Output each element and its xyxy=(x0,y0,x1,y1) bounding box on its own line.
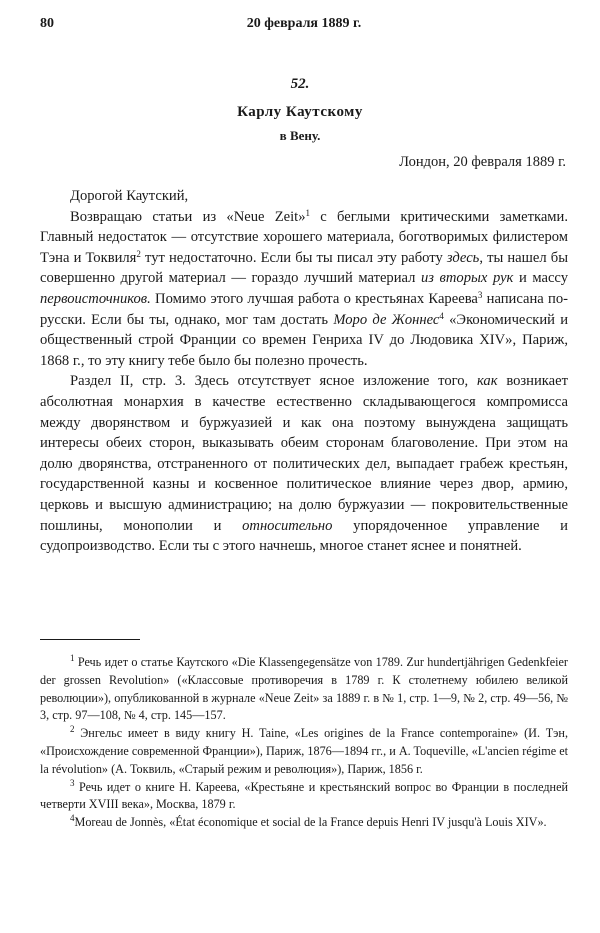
letter-addressee: Карлу Каутскому xyxy=(237,104,363,120)
footnote-ref-1[interactable]: 1 xyxy=(305,207,311,218)
p1-text-b: с беглыми критическими заметками. Главный недостаток — отсутствие хорошего материала, боготворимых филистером Тэна и Токвиля xyxy=(40,208,568,266)
letter-destination: в Вену. xyxy=(279,128,321,143)
footnote-4 xyxy=(40,814,568,832)
page-number: 80 xyxy=(40,16,54,31)
footnote-ref-2[interactable]: 2 xyxy=(136,248,141,259)
p2-text-e: упорядоченное управление и судопроизводство. Если ты с этого начнешь, многое станет яснее и понятней. xyxy=(40,517,568,555)
footnote-divider xyxy=(40,639,140,640)
letter-body xyxy=(40,186,568,557)
p1-text-l: «Экономический и общественный строй Франции со времен Генриха IV до Людовика XIV», Париж, 1868 г., то эту книгу тебе было бы полезно прочесть. xyxy=(40,311,569,369)
p2-emphasis-relatively: относительно xyxy=(242,517,333,534)
p2-emphasis-how: как xyxy=(476,373,498,390)
p2-text-a: Раздел II, стр. 3. Здесь отсутствует ясное изложение того, xyxy=(70,373,477,390)
footnote-3-text: Речь идет о книге Н. Кареева, «Крестьяне и крестьянский вопрос во Франции в последней четверти XVIII века», Москва, 1879 г. xyxy=(40,779,568,812)
running-header xyxy=(40,10,568,34)
p1-text-g: и массу xyxy=(513,270,568,287)
footnote-2 xyxy=(40,725,568,778)
p1-emphasis-secondhand: из вторых рук xyxy=(421,270,514,287)
p1-emphasis-here: здесь xyxy=(446,249,480,266)
p1-text-c: тут недостаточно. Если бы ты писал эту работу xyxy=(140,249,447,266)
running-date: 20 февраля 1889 г. xyxy=(246,16,362,31)
footnote-ref-4[interactable]: 4 xyxy=(439,310,444,321)
p1-text-a: Возвращаю статьи из «Neue Zeit» xyxy=(70,208,306,225)
p2-text-c: возникает абсолютная монархия в качестве естественно складывающегося компромисса между дворянством и буржуазией и как она поэтому вынуждена защищать интересы обеих сторон, выказывать обеим сторонам благоволение. При этом на долю дворянства, отстраненного от политических дел, выпадает грабеж крестьян, государственной казны и косвенное политическое влияние через двор, армию, церковь и высшую администрацию; на долю буржуазии — покровительственные пошлины, монополии и xyxy=(40,373,568,534)
footnote-2-number: 2 xyxy=(70,724,75,735)
letter-number: 52. xyxy=(290,76,310,92)
paragraph-1 xyxy=(40,207,568,372)
paragraph-2 xyxy=(40,371,568,556)
footnote-2-text: Энгельс имеет в виду книгу H. Taine, «Les origines de la France contemporaine» (И. Тэн, «Происхождение современной Франции»), Париж, 1876—1894 гг., и A. Toqueville, «L'ancien régime et la révolution» (А. Токвиль, «Старый режим и революция»), Париж, 1856 г. xyxy=(40,726,568,776)
p1-text-e: , ты нашел бы совершенно другой материал — гораздо лучший материал xyxy=(40,249,568,287)
footnote-ref-3[interactable]: 3 xyxy=(477,289,483,300)
p1-emphasis-primary-sources: первоисточников. xyxy=(40,290,151,307)
salutation: Дорогой Каутский, xyxy=(70,188,189,204)
footnote-1-number: 1 xyxy=(70,653,75,663)
footnote-3 xyxy=(40,779,568,815)
footnote-1 xyxy=(40,654,568,725)
p1-text-j: написана по-русски. Если бы ты, однако, мог там достать xyxy=(40,290,568,328)
p1-text-i: Помимо этого лучшая работа о крестьянах Кареева xyxy=(150,290,478,307)
footnotes xyxy=(40,654,568,832)
footnote-1-text: Речь идет о статье Каутского «Die Klassengegensätze von 1789. Zur hundertjährigen Gedenkfeier der grossen Revolution» («Классовые противоречия в 1789 г. К столетнему юбилею великой революции»), опубликованной в журнале «Neue Zeit» за 1889 г. в № 1, стр. 1—9, № 2, стр. 49—56, № 3, стр. 97—108, № 4, стр. 145—157. xyxy=(40,655,568,723)
letter-place-date: Лондон, 20 февраля 1889 г. xyxy=(399,154,566,170)
footnote-3-number: 3 xyxy=(70,777,75,788)
footnote-4-text: Moreau de Jonnès, «État économique et social de la France depuis Henri IV jusqu'à Louis XIV». xyxy=(74,815,547,830)
p1-emphasis-author: Моро де Жоннес xyxy=(333,311,440,328)
footnote-4-number: 4 xyxy=(70,813,75,824)
